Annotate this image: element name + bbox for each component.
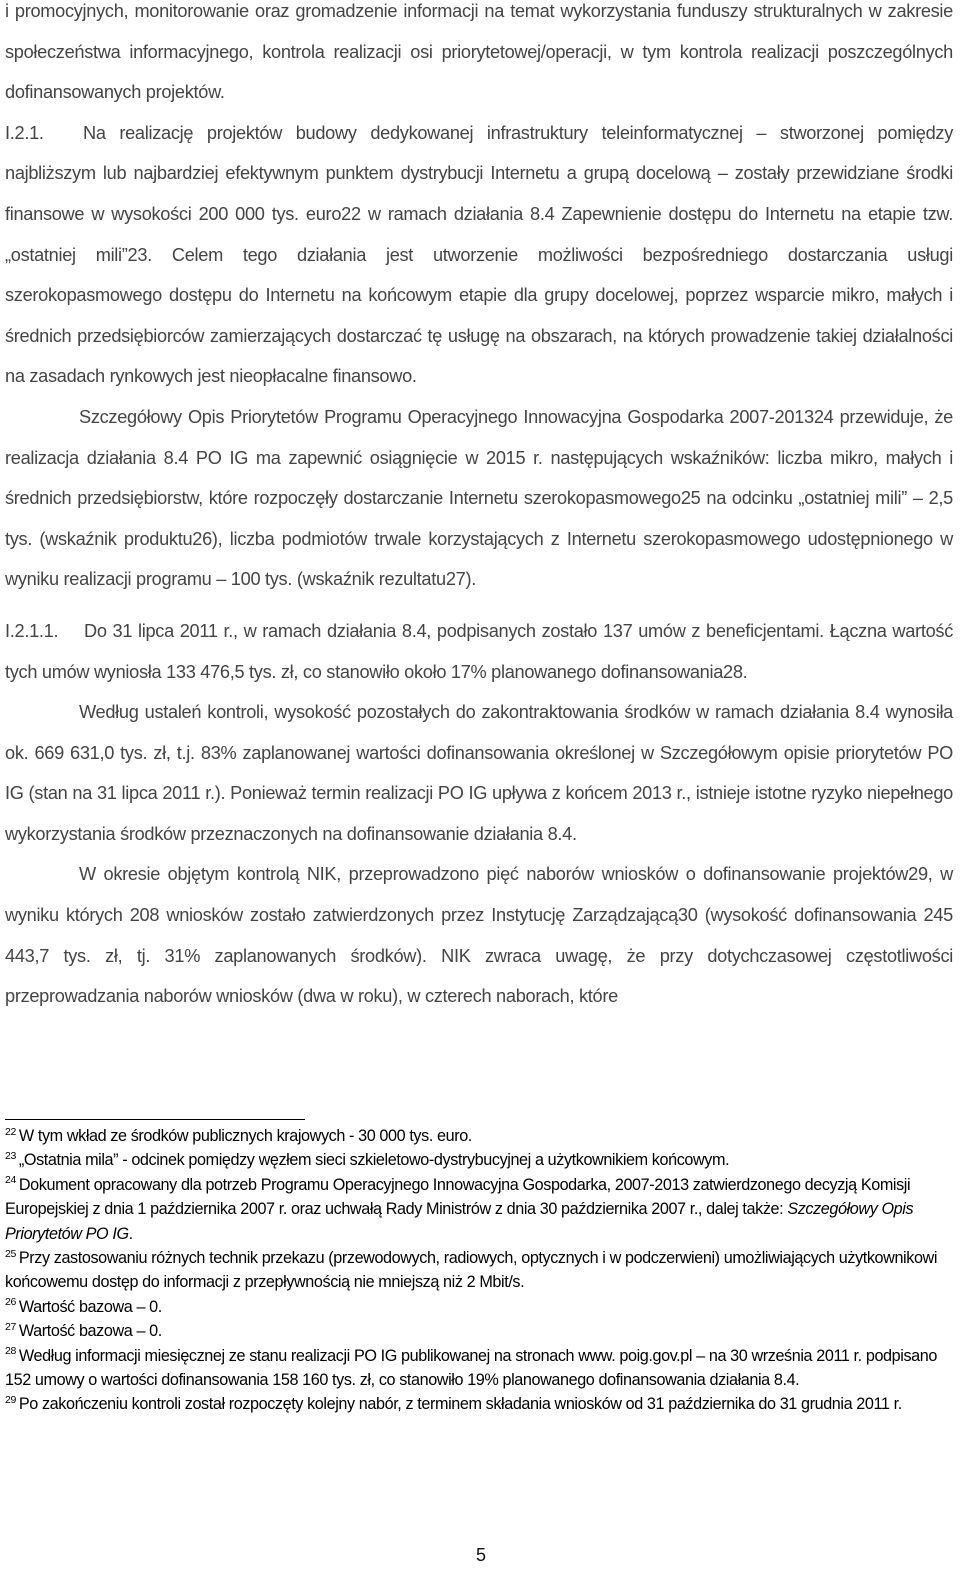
footnote-ref-29[interactable]: 29 (908, 864, 928, 885)
footnote-23: $^{23}$ „Ostatnia mila” - odcinek pomiędzy węzłem sieci szkieletowo-dystrybucyjnej a użytkownikiem końcowym. (5, 1150, 730, 1170)
main-text (5, 0, 953, 1017)
paragraph-section-I-2-1-1: I.2.1.1. Do 31 lipca 2011 r., w ramach działania 8.4, podpisanych zostało 137 umów z beneficjentami. Łączna wartość tych umów wyniosła 133 476,5 tys. zł, co stanowiło około 17% planowanego dofinansowania28. (5, 611, 953, 692)
footnote-ref-27[interactable]: 27 (445, 569, 466, 590)
paragraph-audit-findings: Według ustaleń kontroli, wysokość pozostałych do zakontraktowania środków w ramach działania 8.4 wynosiła ok. 669 631,0 tys. zł, t.j. 83% zaplanowanej wartości dofinansowania określonej w Szczegółowym opisie priorytetów PO IG (stan na 31 lipca 2011 r.). Ponieważ termin realizacji PO IG upływa z końcem 2013 r., istnieje istotne ryzyko niepełnego wykorzystania środków przeznaczonych na dofinansowanie działania 8.4. (5, 702, 953, 844)
footnote-26: $^{26}$ Wartość bazowa – 0. (5, 1296, 162, 1316)
footnotes-section (5, 1119, 953, 1417)
footnote-ref-28[interactable]: 28 (723, 661, 743, 682)
paragraph-intro: i promocyjnych, monitorowanie oraz gromadzenie informacji na temat wykorzystania funduszy strukturalnych w zakresie społeczeństwa informacyjnego, kontrola realizacji osi priorytetowej/operacji, w tym kontrola realizacji poszczególnych dofinansowanych projektów. (5, 1, 953, 103)
footnote-ref-25[interactable]: 25 (680, 488, 701, 509)
paragraph-indicators: Szczegółowy Opis Priorytetów Programu Operacyjnego Innowacyjna Gospodarka 2007-201324 przewiduje, że realizacja działania 8.4 PO IG ma zapewnić osiągnięcie w 2015 r. następujących wskaźników: liczba mikro, małych i średnich przedsiębiorstw, które rozpoczęły dostarczanie Internetu szerokopasmowego25 na odcinku „ostatniej mili” – 2,5 tys. (wskaźnik produktu26), liczba podmiotów trwale korzystających z Internetu szerokopasmowego udostępnionego w wyniku realizacji programu – 100 tys. (wskaźnik rezultatu27). (5, 406, 953, 590)
footnote-28: $^{28}$ Według informacji miesięcznej ze stanu realizacji PO IG publikowanej na stronach www. poig.gov.pl – na 30 września 2011 r. podpisano 152 umowy o wartości dofinansowania 158 160 tys. zł, co stanowiło 19% planowanego dofinansowania działania 8.4. (5, 1345, 937, 1390)
paragraph-nik-period: W okresie objętym kontrolą NIK, przeprowadzono pięć naborów wniosków o dofinansowanie projektów29, w wyniku których 208 wniosków zostało zatwierdzonych przez Instytucję Zarządzającą30 (wysokość dofinansowania 245 443,7 tys. zł, tj. 31% zaplanowanych środków). NIK zwraca uwagę, że przy dotychczasowej częstotliwości przeprowadzania naborów wniosków (dwa w roku), w czterech naborach, które (5, 864, 954, 1007)
footnote-ref-30[interactable]: 30 (677, 905, 698, 926)
footnote-ref-23[interactable]: 23 (127, 244, 148, 265)
footnote-ref-26[interactable]: 26 (192, 528, 212, 549)
paragraph-section-I-2-1: I.2.1. Na realizację projektów budowy dedykowanej infrastruktury teleinformatycznej – stworzonej pomiędzy najbliższym lub najbardziej efektywnym punktem dystrybucji Internetu a grupą docelową – zostały przewidziane środki finansowe w wysokości 200 000 tys. euro22 w ramach działania 8.4 Zapewnienie dostępu do Internetu na etapie tzw. „ostatniej mili”23. Celem tego działania jest utworzenie możliwości bezpośredniego dostarczania usługi szerokopasmowego dostępu do Internetu na końcowym etapie dla grupy docelowej, poprzez wsparcie mikro, małych i średnich przedsiębiorców zamierzających dostarczać tę usługę na obszarach, na których prowadzenie takiej działalności na zasadach rynkowych jest nieopłacalne finansowo. (5, 113, 953, 397)
footnote-separator (5, 1119, 305, 1120)
footnote-ref-24[interactable]: 24 (813, 406, 834, 427)
footnote-29: $^{29}$ Po zakończeniu kontroli został rozpoczęty kolejny nabór, z terminem składania wniosków od 31 października do 31 grudnia 2011 r. (5, 1394, 902, 1414)
footnote-22: $^{22}$ W tym wkład ze środków publicznych krajowych - 30 000 tys. euro. (5, 1125, 472, 1145)
footnote-24: $^{24}$ Dokument opracowany dla potrzeb Programu Operacyjnego Innowacyjna Gospodarka, 2007-2013 zatwierdzonego decyzją Komisji Europejskiej z dnia 1 października 2007 r. oraz uchwałą Rady Ministrów z dnia 30 października 2007 r., dalej także: Szczegółowy Opis Priorytetów PO IG. (5, 1174, 914, 1243)
footnote-25: $^{25}$ Przy zastosowaniu różnych technik przekazu (przewodowych, radiowych, optycznych i w podczerwieni) umożliwiających użytkownikowi końcowemu dostęp do informacji z przepływnością nie mniejszą niż 2 Mbit/s. (5, 1247, 938, 1292)
footnote-ref-22[interactable]: 22 (341, 203, 361, 224)
page-number: 5 (475, 1545, 486, 1565)
section-number: I.2.1. (5, 122, 44, 143)
footnote-27: $^{27}$ Wartość bazowa – 0. (5, 1320, 162, 1341)
subsection-number: I.2.1.1. (5, 620, 59, 641)
